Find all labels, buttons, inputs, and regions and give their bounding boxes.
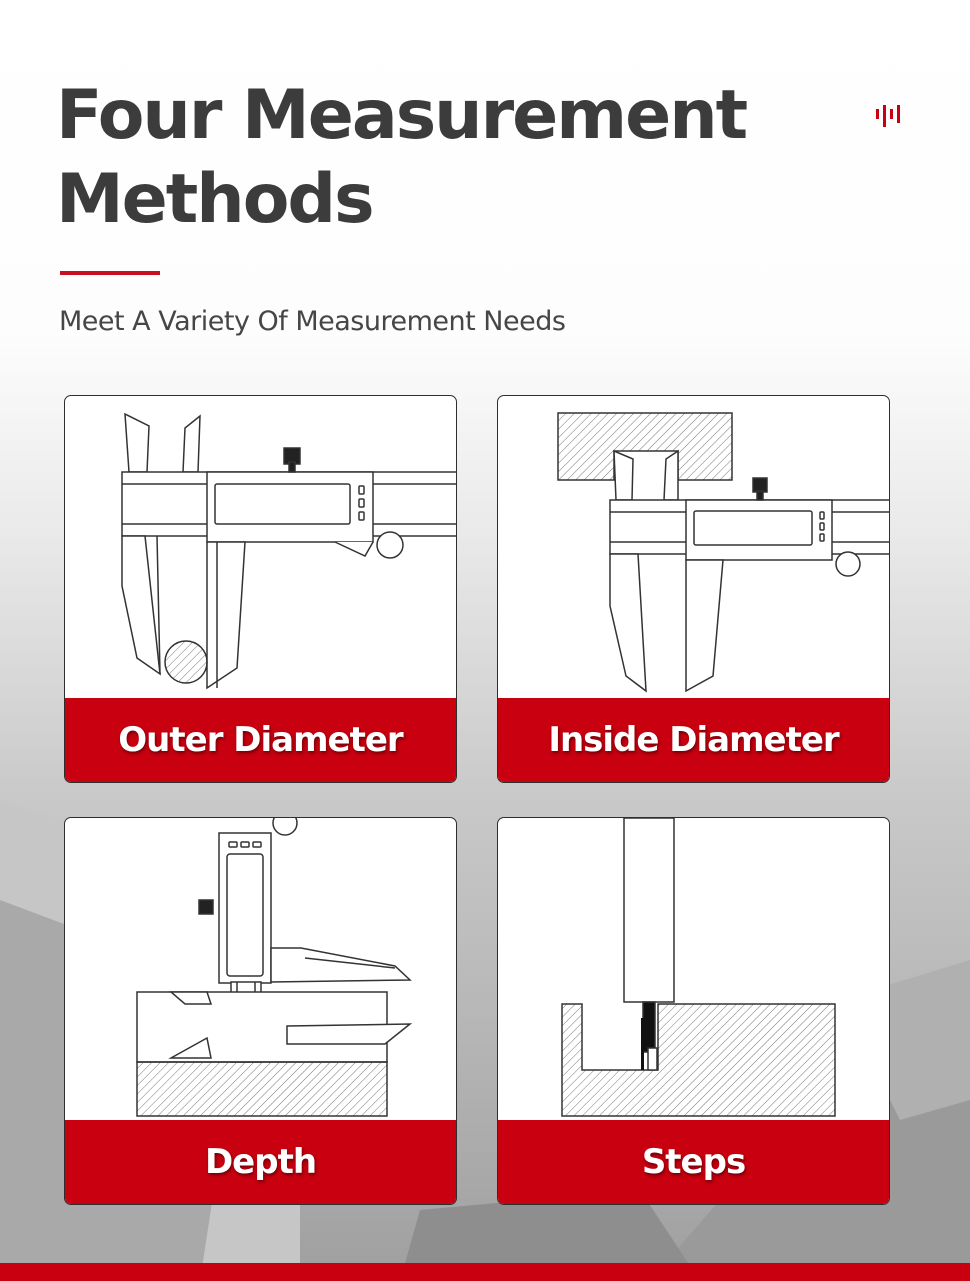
card-outer-diameter — [64, 395, 457, 783]
brand-mark-icon — [876, 105, 900, 127]
caliper-outer-diameter-icon — [65, 396, 457, 701]
card-steps — [497, 817, 890, 1205]
page-title — [56, 74, 746, 242]
card-depth-label: Depth — [65, 1120, 456, 1204]
page-title-line-1: Four Measurement — [56, 76, 747, 155]
title-underline — [60, 271, 160, 275]
footer-accent-bar — [0, 1263, 970, 1281]
page-subtitle: Meet A Variety Of Measurement Needs — [59, 306, 566, 337]
caliper-depth-icon — [65, 818, 457, 1123]
card-outer-diameter-label: Outer Diameter — [65, 698, 456, 782]
card-depth — [64, 817, 457, 1205]
caliper-inside-diameter-icon — [498, 396, 890, 701]
card-steps-label: Steps — [498, 1120, 889, 1204]
card-inside-diameter — [497, 395, 890, 783]
caliper-step-icon — [498, 818, 890, 1123]
page-title-line-2: Methods — [56, 160, 373, 239]
card-inside-diameter-label: Inside Diameter — [498, 698, 889, 782]
